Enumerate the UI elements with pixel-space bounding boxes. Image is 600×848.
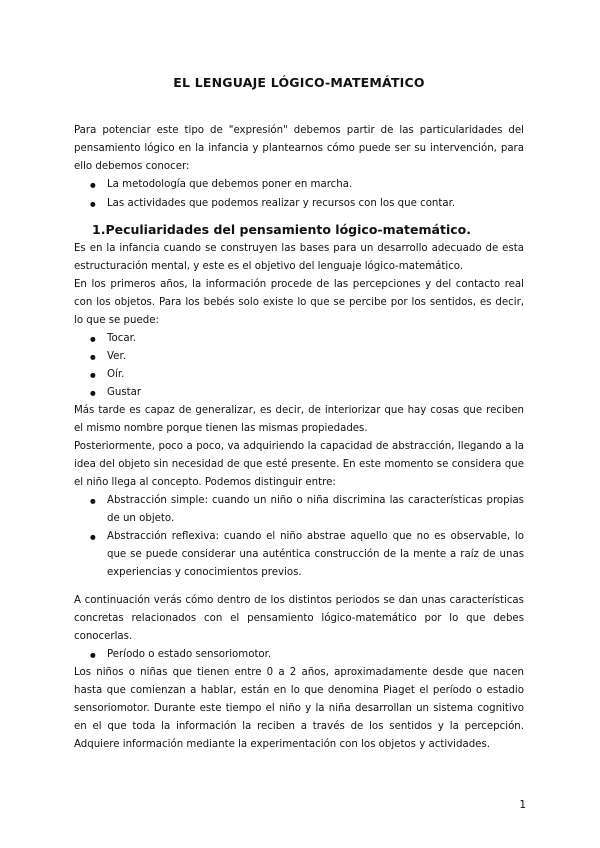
paragraph: Es en la infancia cuando se construyen las bases para un desarrollo adecuado de esta estructuración mental, y este es el objetivo del lenguaje lógico-matemático.	[74, 243, 524, 272]
list-item: ● Tocar.	[74, 330, 524, 348]
list-item: ● Oír.	[74, 366, 524, 384]
list-item: ● Período o estado sensoriomotor.	[74, 646, 524, 664]
document-title: EL LENGUAJE LÓGICO-MATEMÁTICO	[173, 75, 425, 90]
page-number: 1	[519, 799, 526, 811]
list-item: ● Abstracción reflexiva: cuando el niño abstrae aquello que no es observable, lo que se puede considerar una auténtica construcción de la mente a raíz de unas experiencias y conocimientos previos.	[74, 528, 524, 582]
section-heading: 1.Peculiaridades del pensamiento lógico-matemático.	[92, 222, 471, 237]
paragraph: A continuación verás cómo dentro de los distintos periodos se dan unas características concretas relacionados con el pensamiento lógico-matemático por lo que debes conocerlas.	[74, 595, 524, 642]
senses-list	[74, 330, 524, 402]
intro-list	[74, 176, 524, 213]
abstraction-list	[74, 492, 524, 582]
period-list	[74, 646, 524, 664]
list-item: ● Ver.	[74, 348, 524, 366]
paragraph: Más tarde es capaz de generalizar, es decir, de interiorizar que hay cosas que reciben el mismo nombre porque tienen las mismas propiedades.	[74, 405, 524, 434]
paragraph: En los primeros años, la información procede de las percepciones y del contacto real con los objetos. Para los bebés solo existe lo que se percibe por los sentidos, es decir, lo que se puede:	[74, 279, 524, 326]
paragraph: Los niños o niñas que tienen entre 0 a 2 años, aproximadamente desde que nacen hasta que comienzan a hablar, están en lo que denomina Piaget el período o estadio sensoriomotor. Durante este tiempo el niño y la niña desarrollan un sistema cognitivo en el que toda la información la reciben a través de los sentidos y la percepción. Adquiere información mediante la experimentación con los objetos y actividades.	[74, 667, 524, 750]
paragraph: Posteriormente, poco a poco, va adquiriendo la capacidad de abstracción, llegando a la idea del objeto sin necesidad de que esté presente. En este momento se considera que el niño llega al concepto. Podemos distinguir entre:	[74, 441, 524, 488]
list-item: ● Abstracción simple: cuando un niño o niña discrimina las características propias de un objeto.	[74, 492, 524, 528]
list-item: ● La metodología que debemos poner en marcha.	[74, 176, 524, 194]
list-item: ● Gustar	[74, 384, 524, 402]
intro-paragraph: Para potenciar este tipo de "expresión" debemos partir de las particularidades del pensamiento lógico en la infancia y plantearnos cómo puede ser su intervención, para ello debemos conocer:	[74, 125, 524, 172]
list-item: ● Las actividades que podemos realizar y recursos con los que contar.	[74, 195, 524, 213]
